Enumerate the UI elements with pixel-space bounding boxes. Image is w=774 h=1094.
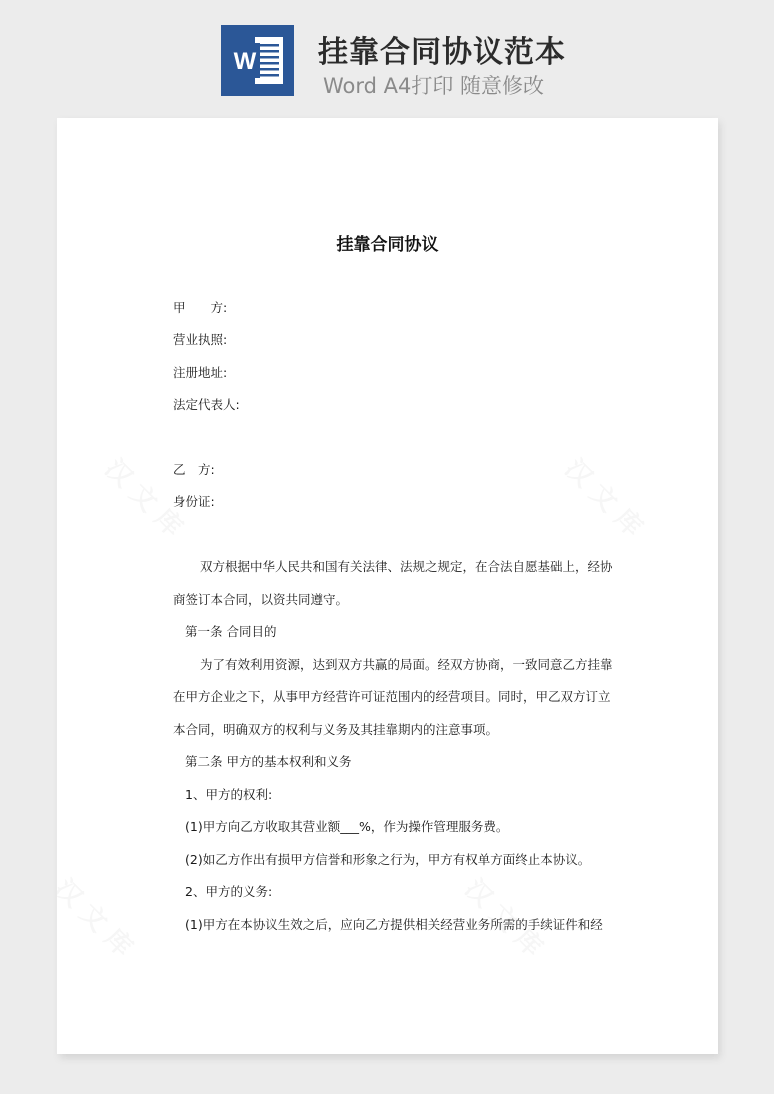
body-paragraph-line: 商签订本合同，以资共同遵守。 <box>173 592 349 607</box>
party-b-name-label: 乙 方: <box>173 462 215 477</box>
clause-heading: 1、甲方的权利: <box>185 787 273 802</box>
party-a-representative-label: 法定代表人: <box>173 397 240 412</box>
document-page <box>57 118 718 1054</box>
clause-item: (2)如乙方作出有损甲方信誉和形象之行为，甲方有权单方面终止本协议。 <box>185 852 591 867</box>
party-a-address-label: 注册地址: <box>173 365 228 380</box>
party-b-id-label: 身份证: <box>173 494 215 509</box>
document-title: 挂靠合同协议 <box>336 235 439 255</box>
template-title: 挂靠合同协议范本 <box>318 35 566 70</box>
clause-item: (1)甲方在本协议生效之后，应向乙方提供相关经营业务所需的手续证件和经 <box>185 917 603 932</box>
template-subtitle: Word A4打印 随意修改 <box>323 74 545 98</box>
party-a-name-label: 甲 方: <box>173 300 228 315</box>
clause-heading: 2、甲方的义务: <box>185 884 273 899</box>
template-header <box>0 0 774 118</box>
body-paragraph-line: 为了有效利用资源，达到双方共赢的局面。经双方协商，一致同意乙方挂靠 <box>200 657 613 672</box>
article-heading: 第二条 甲方的基本权利和义务 <box>185 754 352 769</box>
clause-item: (1)甲方向乙方收取其营业额___%，作为操作管理服务费。 <box>185 819 509 834</box>
article-heading: 第一条 合同目的 <box>185 624 277 639</box>
watermark <box>57 869 142 963</box>
party-a-license-label: 营业执照: <box>173 332 228 347</box>
body-paragraph-line: 在甲方企业之下，从事甲方经营许可证范围内的经营项目。同时，甲乙双方订立 <box>173 689 611 704</box>
body-paragraph-line: 本合同，明确双方的权利与义务及其挂靠期内的注意事项。 <box>173 722 499 737</box>
body-paragraph-line: 双方根据中华人民共和国有关法律、法规之规定，在合法自愿基础上，经协 <box>200 559 613 574</box>
watermark <box>558 449 652 543</box>
word-document-icon <box>221 25 294 96</box>
word-icon-letter: W <box>233 48 257 75</box>
